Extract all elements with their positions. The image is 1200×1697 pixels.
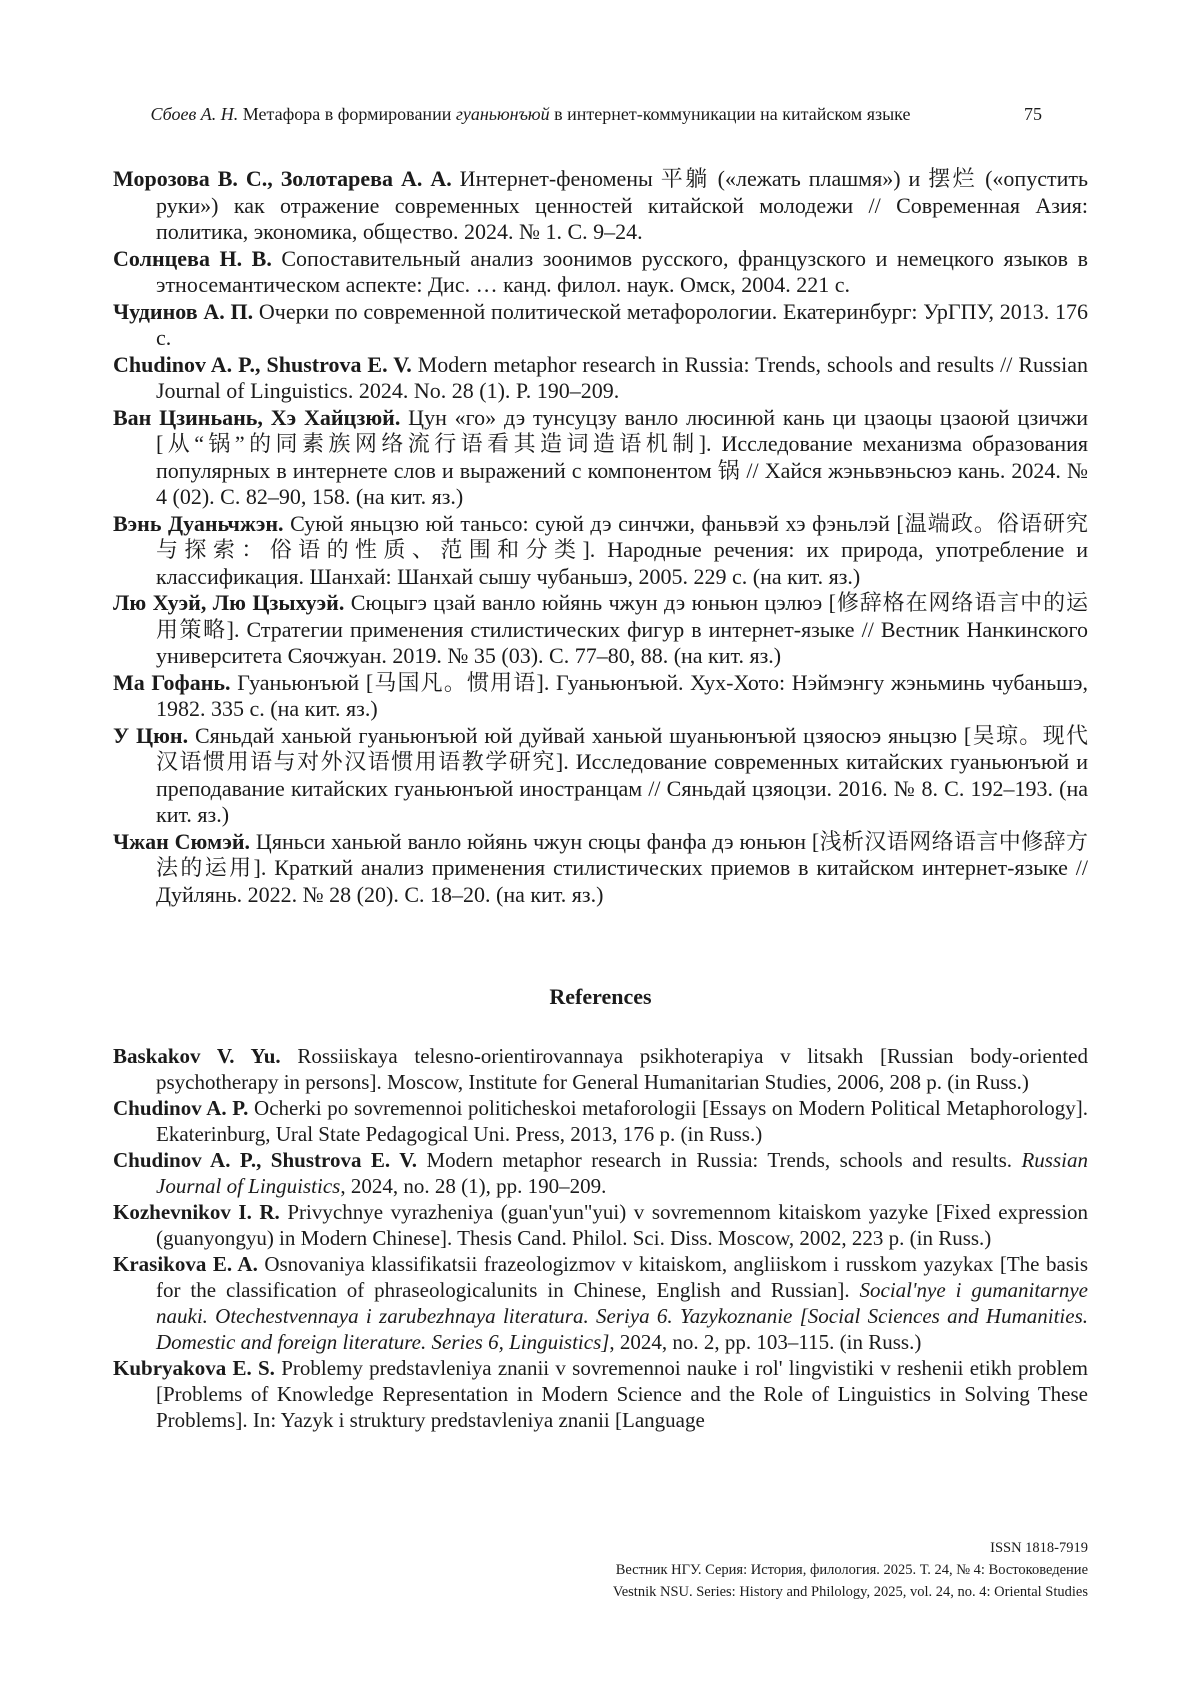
reference-authors: Kubryakova E. S. [113,1356,275,1380]
reference-text: Гуаньюнъюй [马国凡。惯用语]. Гуаньюнъюй. Хух-Хото: Нэймэнгу жэньминь чубаньшэ, 1982. 335 с. (на кит. яз.) [156,669,1088,721]
reference-entry [113,1095,1088,1147]
running-head-text-2: в интернет-коммуникации на китайском языке [549,104,911,124]
reference-text: Problemy predstavleniya znanii v sovremennoi nauke i rol' lingvistiki v reshenii etikh problem [Problems of Knowledge Representation in Modern Science and the Role of Linguistics in Solving These Problems]. In: Yazyk i struktury predstavleniya znanii [Language [156,1356,1088,1432]
reference-text: Сопоставительный анализ зоонимов русского, французского и немецкого языков в этносемантическом аспекте: Дис. … канд. филол. наук. Омск, 2004. 221 с. [156,245,1088,297]
reference-authors: Kozhevnikov I. R. [113,1200,280,1224]
reference-text: Цяньси ханьюй ванло юйянь чжун сюцы фанфа дэ юньюн [浅析汉语网络语言中修辞方法的运用]. Краткий анализ применения стилистических приемов в китайском интернет-языке // Дуйлянь. 2022. № 28 (20). С. 18–20. (на кит. яз.) [156,828,1088,907]
reference-entry [113,1147,1088,1199]
reference-text: Суюй яньцзю юй таньсо: суюй дэ синчжи, фаньвэй хэ фэньлэй [温端政。俗语研究与探索：俗语的性质、范围和分类]. Народные речения: их природа, употребление и классификация. Шанхай: Шанхай сышу чубаньшэ, 2005. 229 с. (на кит. яз.) [156,510,1088,589]
page-footer [113,1537,1088,1603]
reference-authors: Ван Цзиньань, Хэ Хайцзюй. [113,404,401,430]
reference-entry [113,1199,1088,1251]
reference-authors: Krasikova E. A. [113,1252,258,1276]
reference-text: Modern metaphor research in Russia: Trends, schools and results. [416,1148,1022,1172]
reference-text: Modern metaphor research in Russia: Trends, schools and results // Russian Journal of Linguistics. 2024. No. 28 (1). P. 190–209. [156,351,1088,403]
reference-text: Сюцыгэ цзай ванло юйянь чжун дэ юньюн цэлюэ [修辞格在网络语言中的运用策略]. Стратегии применения стилистических фигур в интернет-языке // Вестник Нанкинского университета Сяочжуан. 2019. № 35 (03). С. 77–80, 88. (на кит. яз.) [156,590,1089,668]
reference-authors: У Цюн. [113,722,189,748]
running-head-text-1: Метафора в формировании [238,104,456,124]
reference-text: Очерки по современной политической метафорологии. Екатеринбург: УрГПУ, 2013. 176 с. [156,298,1088,350]
reference-text: Rossiiskaya telesno-orientirovannaya psikhoterapiya v litsakh [Russian body-oriented psychotherapy in persons]. Moscow, Institute for General Humanitarian Studies, 2006, 208 p. (in Russ.) [156,1044,1088,1094]
reference-entry [113,1355,1088,1433]
references-heading: References [549,984,652,1009]
reference-text: , 2024, no. 2, pp. 103–115. (in Russ.) [609,1330,922,1354]
reference-authors: Chudinov A. P., Shustrova E. V. [113,351,412,377]
running-head-term: гуаньюнъюй [455,104,550,124]
reference-entry [113,299,1088,352]
reference-authors: Чудинов А. П. [113,298,254,324]
reference-entry [113,723,1088,829]
reference-source-italic: Russian Journal of Linguistics [156,1148,1088,1198]
reference-entry [113,405,1088,511]
reference-entry [113,166,1088,246]
page-number: 75 [1024,104,1042,124]
reference-entry [113,590,1088,670]
reference-text: Privychnye vyrazheniya (guan'yun"yui) v sovremennom kitaiskom yazyke [Fixed expression (guanyongyu) in Modern Chinese]. Thesis Cand. Philol. Sci. Diss. Moscow, 2002, 223 p. (in Russ.) [156,1200,1089,1250]
reference-authors: Лю Хуэй, Лю Цзыхуэй. [113,590,345,615]
reference-authors: Вэнь Дуаньчжэн. [113,510,284,536]
reference-entry [113,246,1088,299]
reference-authors: Chudinov A. P., Shustrova E. V. [113,1148,417,1172]
running-head [113,103,1088,125]
reference-entry [113,670,1088,723]
reference-text: Цун «го» дэ тунсуцзу ванло люсинюй кань ци цзаоцы цзаоюй цзичжи [从“锅”的同素族网络流行语看其造词造语机制]. Исследование механизма образования популярных в интернете слов и выражений с компонентом 锅 // Хайся жэньвэньсюэ кань. 2024. № 4 (02). С. 82–90, 158. (на кит. яз.) [156,404,1089,509]
bibliography-russian-list [113,166,1088,908]
reference-entry [113,352,1088,405]
reference-text: , 2024, no. 28 (1), pp. 190–209. [340,1174,607,1198]
reference-authors: Baskakov V. Yu. [113,1044,281,1068]
footer-line-ru: Вестник НГУ. Серия: История, филология. 2025. Т. 24, № 4: Востоковедение [615,1562,1088,1578]
footer-line-en: Vestnik NSU. Series: History and Philology, 2025, vol. 24, no. 4: Oriental Studies [612,1584,1088,1600]
footer-issn: ISSN 1818-7919 [990,1540,1088,1556]
reference-authors: Chudinov A. P. [113,1096,249,1120]
reference-text: Ocherki po sovremennoi politicheskoi metaforologii [Essays on Modern Political Metaphorology]. Ekaterinburg, Ural State Pedagogical Uni. Press, 2013, 176 p. (in Russ.) [156,1096,1089,1146]
reference-entry [113,511,1088,591]
reference-entry [113,1043,1088,1095]
running-head-title [113,103,1088,125]
reference-text: Сяньдай ханьюй гуаньюнъюй юй дуйвай ханьюй шуаньюнъюй цзяосюэ яньцзю [吴琼。现代汉语惯用语与对外汉语惯用语教学研究]. Исследование современных китайских гуаньюнъюй и преподавание китайских гуаньюнъюй иностранцам // Сяньдай цзяоцзи. 2016. № 8. С. 192–193. (на кит. яз.) [156,722,1088,827]
running-head-author: Сбоев А. Н. [150,104,239,124]
reference-text: Osnovaniya klassifikatsii frazeologizmov v kitaiskom, angliiskom i russkom yazykax [The basis for the classification of phraseologicalunits in Chinese, English and Russian]. [156,1252,1088,1302]
reference-source-italic: Social'nye i gumanitarnye nauki. Otechestvennaya i zarubezhnaya literatura. Seriya 6. Yazykoznanie [Social Sciences and Humanities. Domestic and foreign literature. Series 6, Linguistics] [156,1278,1089,1354]
reference-authors: Солнцева Н. В. [113,245,272,271]
reference-authors: Морозова В. С., Золотарева А. А. [113,166,452,191]
reference-authors: Чжан Сюмэй. [113,828,251,854]
references-english-list [113,1043,1088,1433]
reference-entry [113,1251,1088,1355]
reference-text: Интернет-феномены 平躺 («лежать плашмя») и 摆烂 («опустить руки») как отражение современных ценностей китайской молодежи // Современная Азия: политика, экономика, общество. 2024. № 1. С. 9–24. [156,166,1088,244]
reference-authors: Ма Гофань. [113,669,231,695]
reference-entry [113,829,1088,909]
